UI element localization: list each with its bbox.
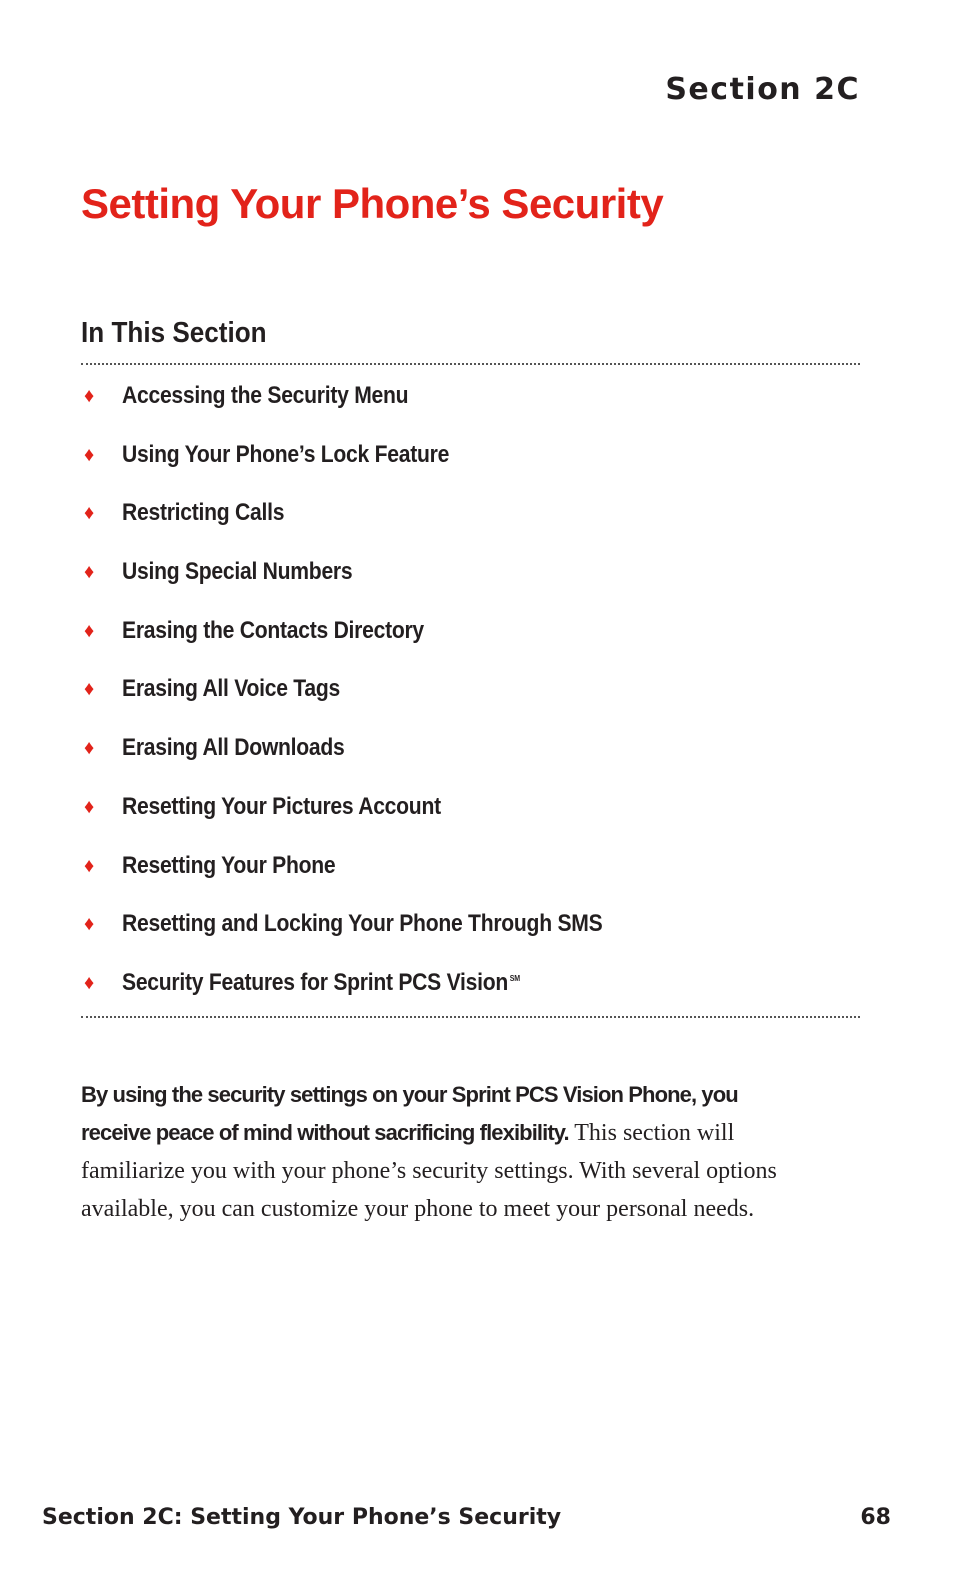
list-item xyxy=(81,493,668,552)
diamond-bullet-icon: ♦ xyxy=(84,678,95,701)
service-mark: SM xyxy=(509,973,520,983)
list-item-label: Using Special Numbers xyxy=(122,558,353,586)
dotted-divider-top xyxy=(81,363,860,365)
footer-section-title: Section 2C: Setting Your Phone’s Security xyxy=(42,1505,562,1530)
page-number: 68 xyxy=(860,1505,891,1530)
list-item xyxy=(81,376,668,435)
list-item xyxy=(81,611,668,670)
dotted-divider-bottom xyxy=(81,1016,860,1018)
list-item xyxy=(81,963,668,1022)
list-item xyxy=(81,728,668,787)
list-item-label: Erasing All Downloads xyxy=(122,734,345,762)
list-item-label: Resetting Your Pictures Account xyxy=(122,792,441,820)
diamond-bullet-icon: ♦ xyxy=(84,443,95,466)
list-item xyxy=(81,669,668,728)
page-title: Setting Your Phone’s Security xyxy=(81,180,664,227)
in-this-section-heading: In This Section xyxy=(81,317,267,349)
intro-paragraph xyxy=(81,1076,801,1228)
diamond-bullet-icon: ♦ xyxy=(84,561,95,584)
list-item xyxy=(81,904,668,963)
list-item xyxy=(81,552,668,611)
diamond-bullet-icon: ♦ xyxy=(84,502,95,525)
list-item-label: Resetting Your Phone xyxy=(122,851,336,879)
list-item-label: Erasing the Contacts Directory xyxy=(122,616,424,644)
diamond-bullet-icon: ♦ xyxy=(84,854,95,877)
section-contents-list xyxy=(81,376,668,1022)
list-item xyxy=(81,846,668,905)
list-item xyxy=(81,787,668,846)
diamond-bullet-icon: ♦ xyxy=(84,385,95,407)
diamond-bullet-icon: ♦ xyxy=(84,795,95,818)
diamond-bullet-icon: ♦ xyxy=(84,737,95,760)
list-item-label-wrapper xyxy=(122,963,520,1003)
intro-bold-text: By using the security settings on your Sprint PCS Vision Phone, you receive peace of mind without sacrificing flexibility. xyxy=(81,1082,738,1145)
list-item-label: Resetting and Locking Your Phone Through SMS xyxy=(122,910,603,938)
intro-body-text: This section will familiarize you with your phone’s security settings. With several options available, you can customize your phone to meet your personal needs. xyxy=(81,1120,777,1222)
list-item-label: Accessing the Security Menu xyxy=(122,382,409,409)
list-item-label: Restricting Calls xyxy=(122,499,285,527)
list-item xyxy=(81,435,668,494)
diamond-bullet-icon: ♦ xyxy=(84,913,95,936)
diamond-bullet-icon: ♦ xyxy=(84,971,95,994)
diamond-bullet-icon: ♦ xyxy=(84,619,95,642)
list-item-label: Using Your Phone’s Lock Feature xyxy=(122,440,450,468)
list-item-label: Security Features for Sprint PCS Vision xyxy=(122,968,509,996)
section-label: Section 2C xyxy=(665,72,860,107)
list-item-label: Erasing All Voice Tags xyxy=(122,675,340,703)
